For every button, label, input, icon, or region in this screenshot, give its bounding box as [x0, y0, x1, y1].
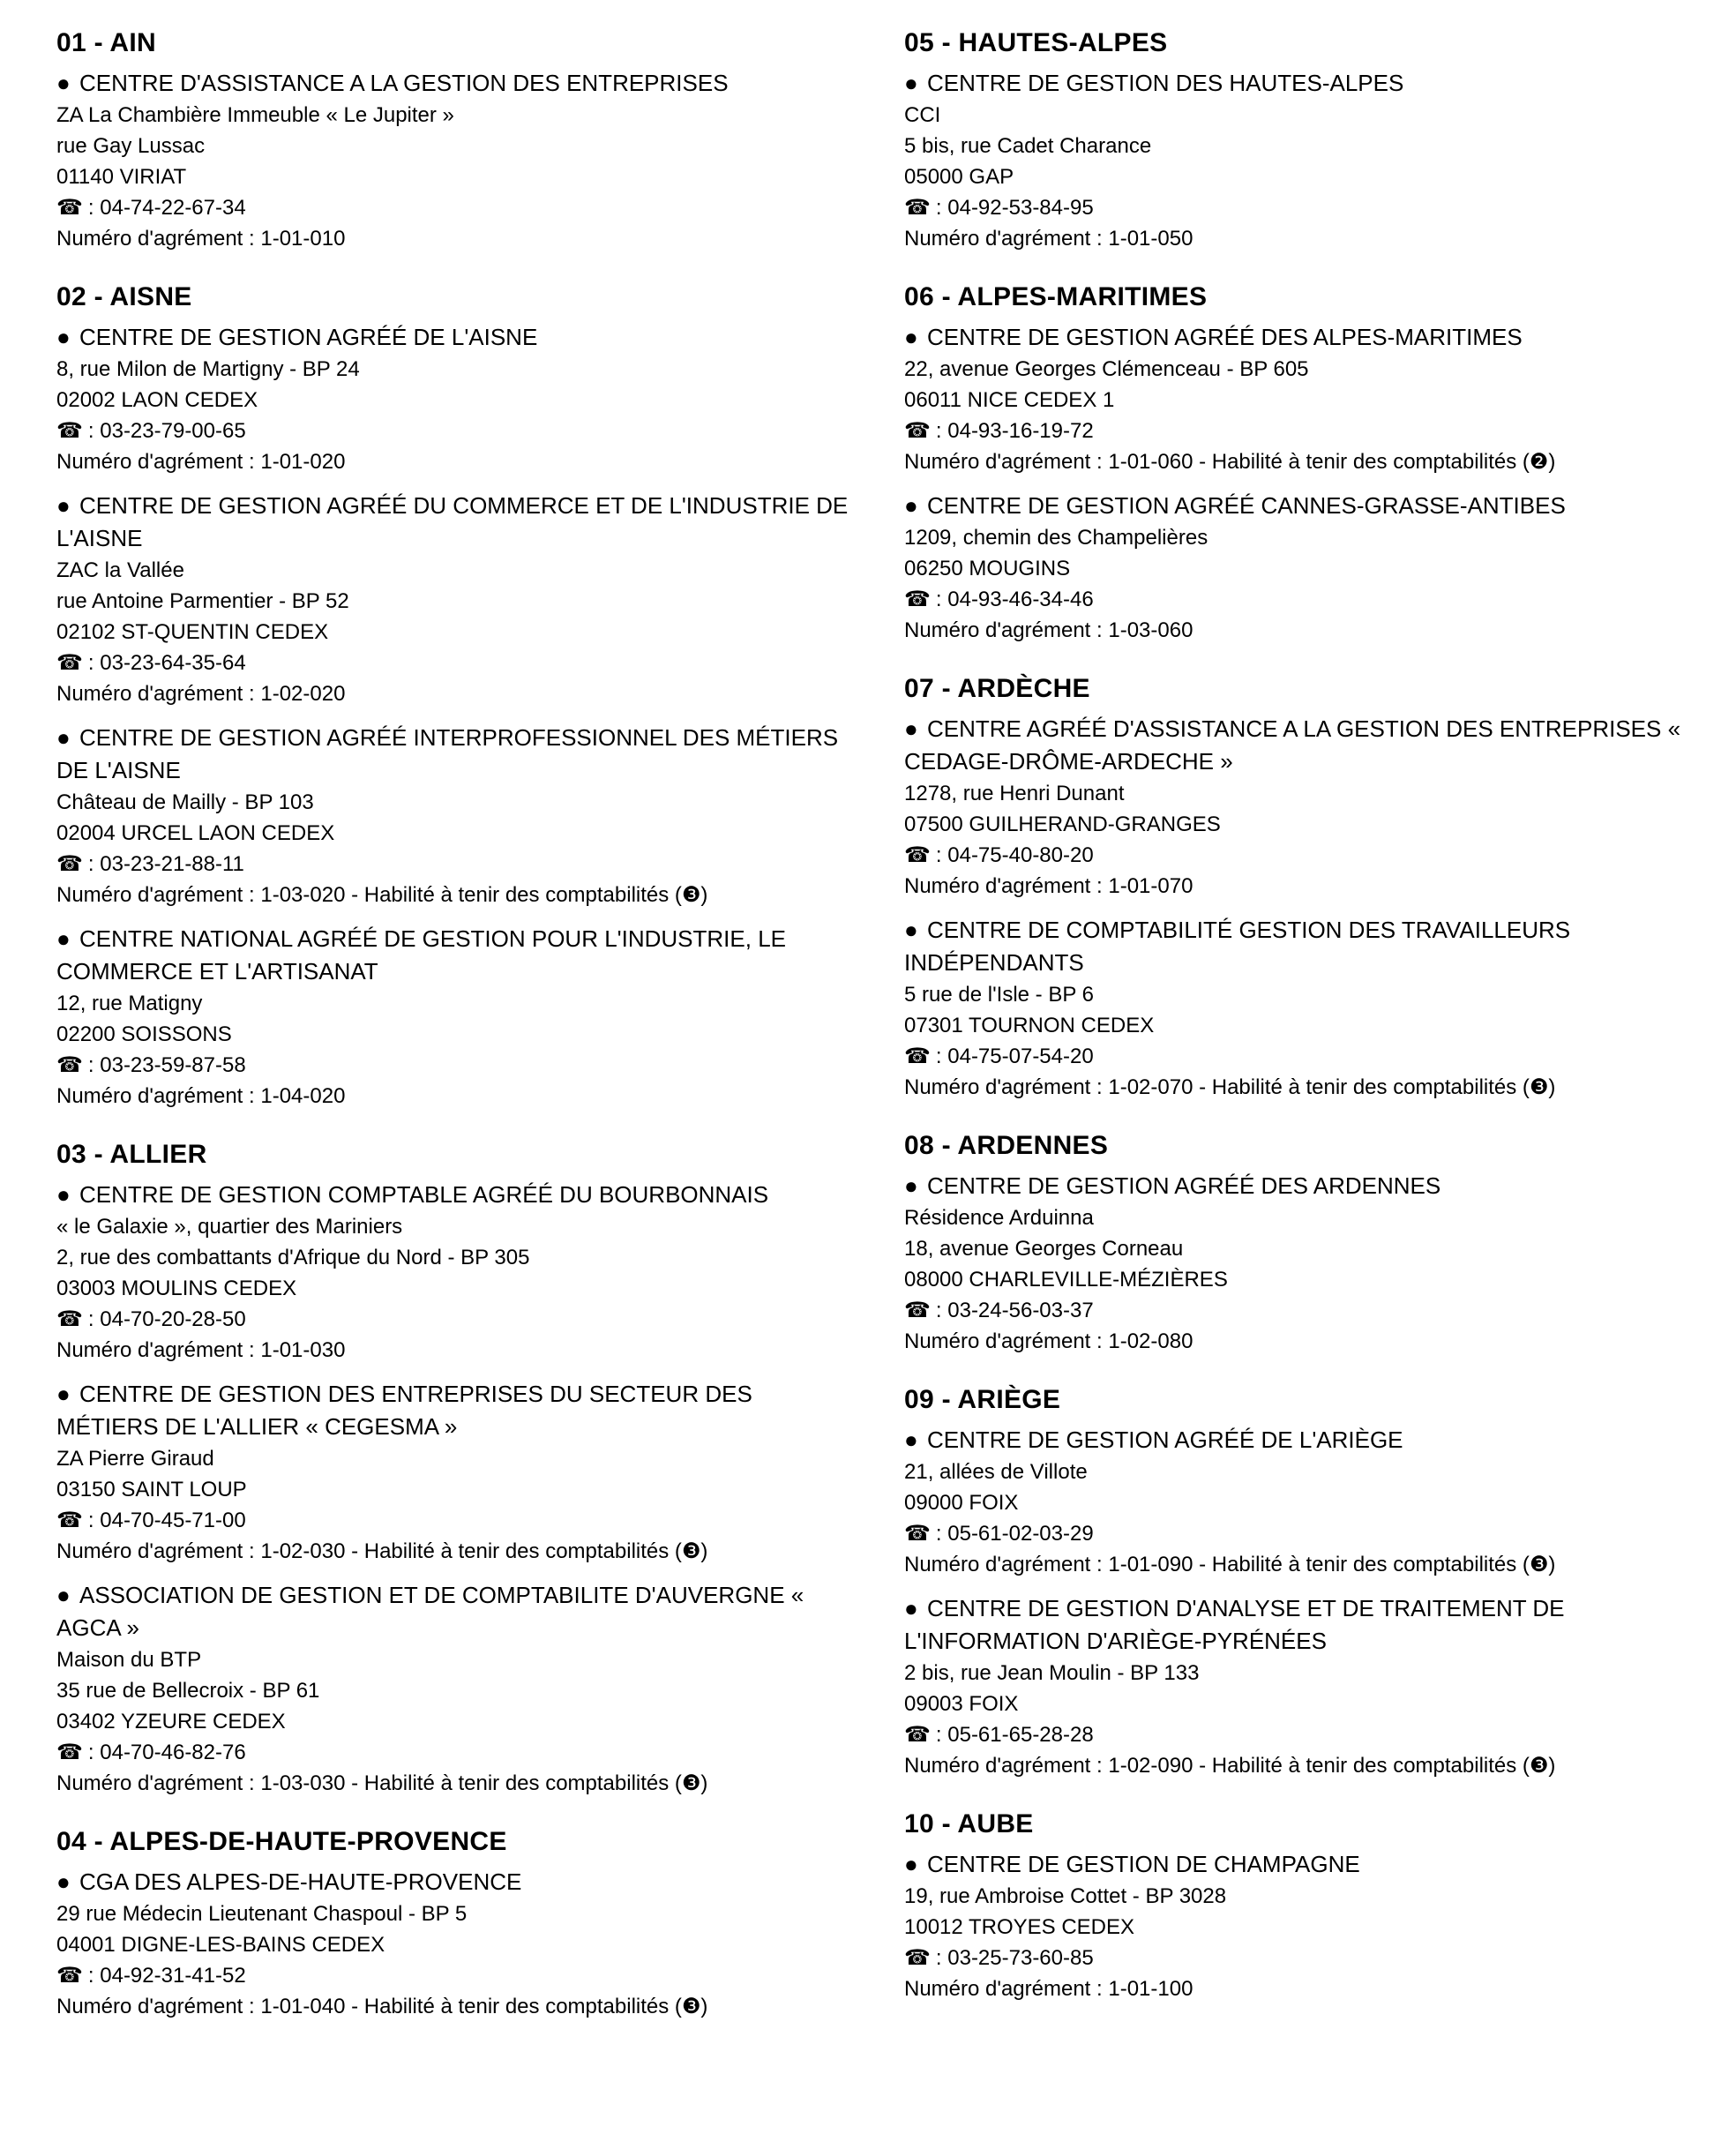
department-title: 10 - AUBE [904, 1809, 1034, 1838]
approval-line [56, 1335, 859, 1366]
center-entry [904, 1592, 1707, 1781]
phone-line [56, 1505, 859, 1536]
address-line: 09003 FOIX [904, 1692, 1019, 1716]
department-section [904, 1806, 1707, 2004]
bullet-dot-icon: ● [904, 1172, 918, 1199]
address-line: 04001 DIGNE-LES-BAINS CEDEX [56, 1933, 385, 1957]
address-line: 18, avenue Georges Corneau [904, 1237, 1184, 1261]
center-name-text: ASSOCIATION DE GESTION ET DE COMPTABILITE D'AUVERGNE « AGCA » [56, 1582, 804, 1641]
phone-line [904, 1295, 1707, 1326]
center-name [904, 321, 1707, 354]
center-entry [904, 321, 1707, 477]
address-line: 02004 URCEL LAON CEDEX [56, 821, 335, 845]
address-line: CCI [904, 103, 941, 127]
phone-number: : 03-25-73-60-85 [935, 1946, 1094, 1970]
approval-number: Numéro d'agrément : 1-02-030 [56, 1539, 346, 1563]
approval-line [904, 1973, 1707, 2004]
phone-number: : 04-93-46-34-46 [935, 588, 1094, 611]
address-line: 1209, chemin des Champelières [904, 526, 1208, 550]
phone-number: : 04-70-46-82-76 [87, 1741, 246, 1764]
bullet-dot-icon: ● [904, 917, 918, 943]
approval-line [56, 446, 859, 477]
phone-number: : 04-93-16-19-72 [935, 419, 1094, 443]
center-name-text: CENTRE DE GESTION AGRÉÉ DE L'AISNE [79, 324, 538, 350]
center-entry [904, 67, 1707, 254]
department-title: 02 - AISNE [56, 282, 192, 311]
telephone-icon: ☎ [904, 419, 931, 443]
center-entry [904, 1170, 1707, 1357]
center-name [904, 914, 1707, 979]
center-name-text: CENTRE DE GESTION AGRÉÉ DE L'ARIÈGE [927, 1426, 1403, 1453]
address-line: 03150 SAINT LOUP [56, 1478, 247, 1501]
center-name-text: CENTRE DE GESTION AGRÉÉ DU COMMERCE ET DE L'INDUSTRIE DE L'AISNE [56, 492, 849, 551]
habilite-note: - Habilité à tenir des comptabilités (❸) [345, 1995, 708, 2018]
address-line: 22, avenue Georges Clémenceau - BP 605 [904, 357, 1309, 381]
telephone-icon: ☎ [904, 1299, 931, 1322]
approval-number: Numéro d'agrément : 1-01-100 [904, 1977, 1194, 2001]
address-line: 2, rue des combattants d'Afrique du Nord - BP 305 [56, 1246, 530, 1269]
address-line: 03003 MOULINS CEDEX [56, 1277, 297, 1300]
center-name [56, 923, 859, 988]
center-name [904, 1848, 1707, 1881]
center-name [904, 1170, 1707, 1202]
phone-number: : 04-70-20-28-50 [87, 1307, 246, 1331]
phone-line [904, 1719, 1707, 1750]
phone-line [56, 1050, 859, 1081]
center-entry [904, 1424, 1707, 1580]
approval-line [904, 1326, 1707, 1357]
approval-line [56, 1768, 859, 1799]
bullet-dot-icon: ● [56, 925, 71, 952]
center-name-text: CENTRE DE COMPTABILITÉ GESTION DES TRAVAILLEURS INDÉPENDANTS [904, 917, 1571, 976]
department-section [904, 670, 1707, 1103]
center-entry [56, 1579, 859, 1799]
center-name-text: CENTRE DE GESTION AGRÉÉ DES ARDENNES [927, 1172, 1441, 1199]
approval-number: Numéro d'agrément : 1-01-040 [56, 1995, 346, 2018]
telephone-icon: ☎ [56, 196, 83, 220]
address-line: 5 rue de l'Isle - BP 6 [904, 983, 1094, 1007]
approval-number: Numéro d'agrément : 1-02-090 [904, 1754, 1194, 1778]
center-entry [904, 713, 1707, 902]
bullet-dot-icon: ● [56, 324, 71, 350]
bullet-dot-icon: ● [904, 1595, 918, 1621]
department-title: 06 - ALPES-MARITIMES [904, 282, 1208, 311]
department-title: 07 - ARDÈCHE [904, 674, 1090, 703]
approval-line [56, 1081, 859, 1112]
address-line: 29 rue Médecin Lieutenant Chaspoul - BP 5 [56, 1902, 468, 1926]
approval-number: Numéro d'agrément : 1-02-080 [904, 1329, 1194, 1353]
center-name [56, 67, 859, 100]
center-entry [904, 914, 1707, 1103]
telephone-icon: ☎ [56, 419, 83, 443]
address-line: rue Gay Lussac [56, 134, 206, 158]
approval-number: Numéro d'agrément : 1-01-020 [56, 450, 346, 474]
bullet-dot-icon: ● [56, 492, 71, 519]
bullet-dot-icon: ● [56, 724, 71, 751]
address-line: 06250 MOUGINS [904, 557, 1071, 580]
center-name-text: CENTRE DE GESTION COMPTABLE AGRÉÉ DU BOURBONNAIS [79, 1181, 769, 1208]
bullet-dot-icon: ● [56, 1868, 71, 1895]
telephone-icon: ☎ [56, 1964, 83, 1988]
department-title: 05 - HAUTES-ALPES [904, 28, 1168, 57]
address-line: Château de Mailly - BP 103 [56, 790, 314, 814]
department-title: 08 - ARDENNES [904, 1131, 1109, 1160]
bullet-dot-icon: ● [904, 324, 918, 350]
approval-line [56, 678, 859, 709]
center-name-text: CENTRE AGRÉÉ D'ASSISTANCE A LA GESTION DES ENTREPRISES « CEDAGE-DRÔME-ARDECHE » [904, 715, 1681, 775]
phone-line [56, 849, 859, 880]
center-entry [56, 722, 859, 910]
bullet-dot-icon: ● [904, 492, 918, 519]
center-name-text: CENTRE DE GESTION DES HAUTES-ALPES [927, 70, 1404, 96]
phone-line [904, 192, 1707, 223]
address-line: ZA La Chambière Immeuble « Le Jupiter » [56, 103, 454, 127]
address-line: 1278, rue Henri Dunant [904, 782, 1125, 805]
telephone-icon: ☎ [904, 196, 931, 220]
phone-line [56, 1960, 859, 1991]
telephone-icon: ☎ [904, 843, 931, 867]
approval-number: Numéro d'agrément : 1-02-070 [904, 1075, 1194, 1099]
approval-line [904, 223, 1707, 254]
address-line: 06011 NICE CEDEX 1 [904, 388, 1115, 412]
department-title: 03 - ALLIER [56, 1140, 207, 1169]
phone-line [56, 416, 859, 446]
center-name-text: CENTRE DE GESTION AGRÉÉ DES ALPES-MARITIMES [927, 324, 1523, 350]
phone-line [904, 840, 1707, 871]
address-line: 03402 YZEURE CEDEX [56, 1710, 286, 1733]
telephone-icon: ☎ [56, 1307, 83, 1331]
phone-line [904, 1943, 1707, 1973]
department-title: 04 - ALPES-DE-HAUTE-PROVENCE [56, 1827, 507, 1856]
address-line: 12, rue Matigny [56, 992, 203, 1015]
center-entry [56, 1179, 859, 1366]
address-line: 02200 SOISSONS [56, 1022, 232, 1046]
address-line: 02102 ST-QUENTIN CEDEX [56, 620, 329, 644]
center-name [56, 1179, 859, 1211]
address-line: 8, rue Milon de Martigny - BP 24 [56, 357, 360, 381]
center-name [904, 1592, 1707, 1658]
address-line: 09000 FOIX [904, 1491, 1019, 1515]
department-title: 01 - AIN [56, 28, 156, 57]
phone-line [56, 192, 859, 223]
center-name [56, 490, 859, 555]
approval-number: Numéro d'agrément : 1-02-020 [56, 682, 346, 706]
department-section [56, 1136, 859, 1799]
approval-number: Numéro d'agrément : 1-01-060 [904, 450, 1194, 474]
approval-number: Numéro d'agrément : 1-03-060 [904, 618, 1194, 642]
approval-number: Numéro d'agrément : 1-03-020 [56, 883, 346, 907]
phone-number: : 03-24-56-03-37 [935, 1299, 1094, 1322]
center-name [56, 1579, 859, 1644]
telephone-icon: ☎ [904, 1946, 931, 1970]
approval-line [904, 1072, 1707, 1103]
address-line: 07500 GUILHERAND-GRANGES [904, 812, 1221, 836]
center-name-text: CGA DES ALPES-DE-HAUTE-PROVENCE [79, 1868, 522, 1895]
telephone-icon: ☎ [56, 1509, 83, 1532]
habilite-note: - Habilité à tenir des comptabilités (❷) [1193, 450, 1556, 474]
phone-number: : 05-61-65-28-28 [935, 1723, 1094, 1747]
bullet-dot-icon: ● [56, 1181, 71, 1208]
department-section [904, 1127, 1707, 1357]
phone-line [904, 584, 1707, 615]
department-section [56, 25, 859, 254]
department-section [904, 279, 1707, 646]
phone-number: : 04-70-45-71-00 [87, 1509, 246, 1532]
telephone-icon: ☎ [56, 1053, 83, 1077]
phone-number: : 03-23-64-35-64 [87, 651, 246, 675]
center-name-text: CENTRE NATIONAL AGRÉÉ DE GESTION POUR L'INDUSTRIE, LE COMMERCE ET L'ARTISANAT [56, 925, 786, 985]
approval-number: Numéro d'agrément : 1-01-090 [904, 1553, 1194, 1576]
center-name-text: CENTRE DE GESTION AGRÉÉ CANNES-GRASSE-ANTIBES [927, 492, 1566, 519]
address-line: 2 bis, rue Jean Moulin - BP 133 [904, 1661, 1200, 1685]
address-line: ZAC la Vallée [56, 558, 184, 582]
approval-line [904, 446, 1707, 477]
telephone-icon: ☎ [56, 1741, 83, 1764]
approval-number: Numéro d'agrément : 1-01-070 [904, 874, 1194, 898]
habilite-note: - Habilité à tenir des comptabilités (❸) [345, 1539, 708, 1563]
telephone-icon: ☎ [56, 651, 83, 675]
center-name [904, 713, 1707, 778]
address-line: 10012 TROYES CEDEX [904, 1915, 1135, 1939]
right-column [904, 25, 1707, 2029]
center-entry [56, 923, 859, 1112]
center-entry [56, 490, 859, 709]
phone-line [56, 648, 859, 678]
bullet-dot-icon: ● [904, 1426, 918, 1453]
phone-number: : 04-75-40-80-20 [935, 843, 1094, 867]
telephone-icon: ☎ [904, 588, 931, 611]
phone-number: : 04-75-07-54-20 [935, 1045, 1094, 1068]
approval-line [904, 615, 1707, 646]
habilite-note: - Habilité à tenir des comptabilités (❸) [1193, 1754, 1556, 1778]
phone-number: : 03-23-21-88-11 [87, 852, 244, 876]
phone-line [904, 1518, 1707, 1549]
telephone-icon: ☎ [904, 1723, 931, 1747]
address-line: 5 bis, rue Cadet Charance [904, 134, 1152, 158]
department-title: 09 - ARIÈGE [904, 1385, 1061, 1414]
phone-line [56, 1304, 859, 1335]
center-name-text: CENTRE DE GESTION D'ANALYSE ET DE TRAITEMENT DE L'INFORMATION D'ARIÈGE-PYRÉNÉES [904, 1595, 1565, 1654]
bullet-dot-icon: ● [56, 1582, 71, 1608]
center-name [56, 1866, 859, 1898]
center-name [56, 722, 859, 787]
telephone-icon: ☎ [904, 1045, 931, 1068]
address-line: 19, rue Ambroise Cottet - BP 3028 [904, 1884, 1227, 1908]
approval-number: Numéro d'agrément : 1-01-030 [56, 1338, 346, 1362]
center-entry [56, 67, 859, 254]
phone-number: : 04-74-22-67-34 [87, 196, 246, 220]
habilite-note: - Habilité à tenir des comptabilités (❸) [345, 883, 708, 907]
approval-line [56, 223, 859, 254]
center-entry [56, 1378, 859, 1567]
department-section [904, 25, 1707, 254]
address-line: 08000 CHARLEVILLE-MÉZIÈRES [904, 1268, 1228, 1292]
habilite-note: - Habilité à tenir des comptabilités (❸) [1193, 1075, 1556, 1099]
left-column [56, 25, 859, 2047]
address-line: ZA Pierre Giraud [56, 1447, 214, 1471]
address-line: rue Antoine Parmentier - BP 52 [56, 589, 349, 613]
approval-number: Numéro d'agrément : 1-04-020 [56, 1084, 346, 1108]
address-line: 21, allées de Villote [904, 1460, 1088, 1484]
center-name [904, 67, 1707, 100]
address-line: 05000 GAP [904, 165, 1014, 189]
center-entry [56, 1866, 859, 2022]
address-line: 07301 TOURNON CEDEX [904, 1014, 1155, 1037]
center-entry [904, 1848, 1707, 2004]
approval-number: Numéro d'agrément : 1-01-050 [904, 227, 1194, 251]
department-section [904, 1382, 1707, 1781]
approval-line [904, 871, 1707, 902]
center-name [904, 1424, 1707, 1456]
bullet-dot-icon: ● [904, 70, 918, 96]
center-name-text: CENTRE DE GESTION DE CHAMPAGNE [927, 1851, 1360, 1877]
center-entry [56, 321, 859, 477]
address-line: 35 rue de Bellecroix - BP 61 [56, 1679, 320, 1703]
phone-number: : 03-23-79-00-65 [87, 419, 246, 443]
address-line: Résidence Arduinna [904, 1206, 1094, 1230]
center-name [56, 1378, 859, 1443]
bullet-dot-icon: ● [904, 715, 918, 742]
center-name [56, 321, 859, 354]
phone-number: : 04-92-31-41-52 [87, 1964, 246, 1988]
address-line: Maison du BTP [56, 1648, 202, 1672]
address-line: 02002 LAON CEDEX [56, 388, 258, 412]
approval-line [56, 1991, 859, 2022]
approval-line [56, 1536, 859, 1567]
approval-number: Numéro d'agrément : 1-03-030 [56, 1771, 346, 1795]
center-name-text: CENTRE DE GESTION AGRÉÉ INTERPROFESSIONNEL DES MÉTIERS DE L'AISNE [56, 724, 839, 783]
center-name [904, 490, 1707, 522]
address-line: 01140 VIRIAT [56, 165, 187, 189]
approval-line [904, 1750, 1707, 1781]
habilite-note: - Habilité à tenir des comptabilités (❸) [345, 1771, 708, 1795]
phone-number: : 05-61-02-03-29 [935, 1522, 1094, 1546]
approval-number: Numéro d'agrément : 1-01-010 [56, 227, 346, 251]
approval-line [904, 1549, 1707, 1580]
department-section [56, 279, 859, 1112]
bullet-dot-icon: ● [56, 1381, 71, 1407]
habilite-note: - Habilité à tenir des comptabilités (❸) [1193, 1553, 1556, 1576]
center-entry [904, 490, 1707, 646]
telephone-icon: ☎ [56, 852, 83, 876]
address-line: « le Galaxie », quartier des Mariniers [56, 1215, 403, 1239]
phone-line [904, 1041, 1707, 1072]
phone-number: : 04-92-53-84-95 [935, 196, 1094, 220]
center-name-text: CENTRE DE GESTION DES ENTREPRISES DU SECTEUR DES MÉTIERS DE L'ALLIER « CEGESMA » [56, 1381, 752, 1440]
phone-line [904, 416, 1707, 446]
center-name-text: CENTRE D'ASSISTANCE A LA GESTION DES ENTREPRISES [79, 70, 729, 96]
bullet-dot-icon: ● [56, 70, 71, 96]
bullet-dot-icon: ● [904, 1851, 918, 1877]
telephone-icon: ☎ [904, 1522, 931, 1546]
approval-line [56, 880, 859, 910]
department-section [56, 1823, 859, 2022]
phone-number: : 03-23-59-87-58 [87, 1053, 246, 1077]
phone-line [56, 1737, 859, 1768]
